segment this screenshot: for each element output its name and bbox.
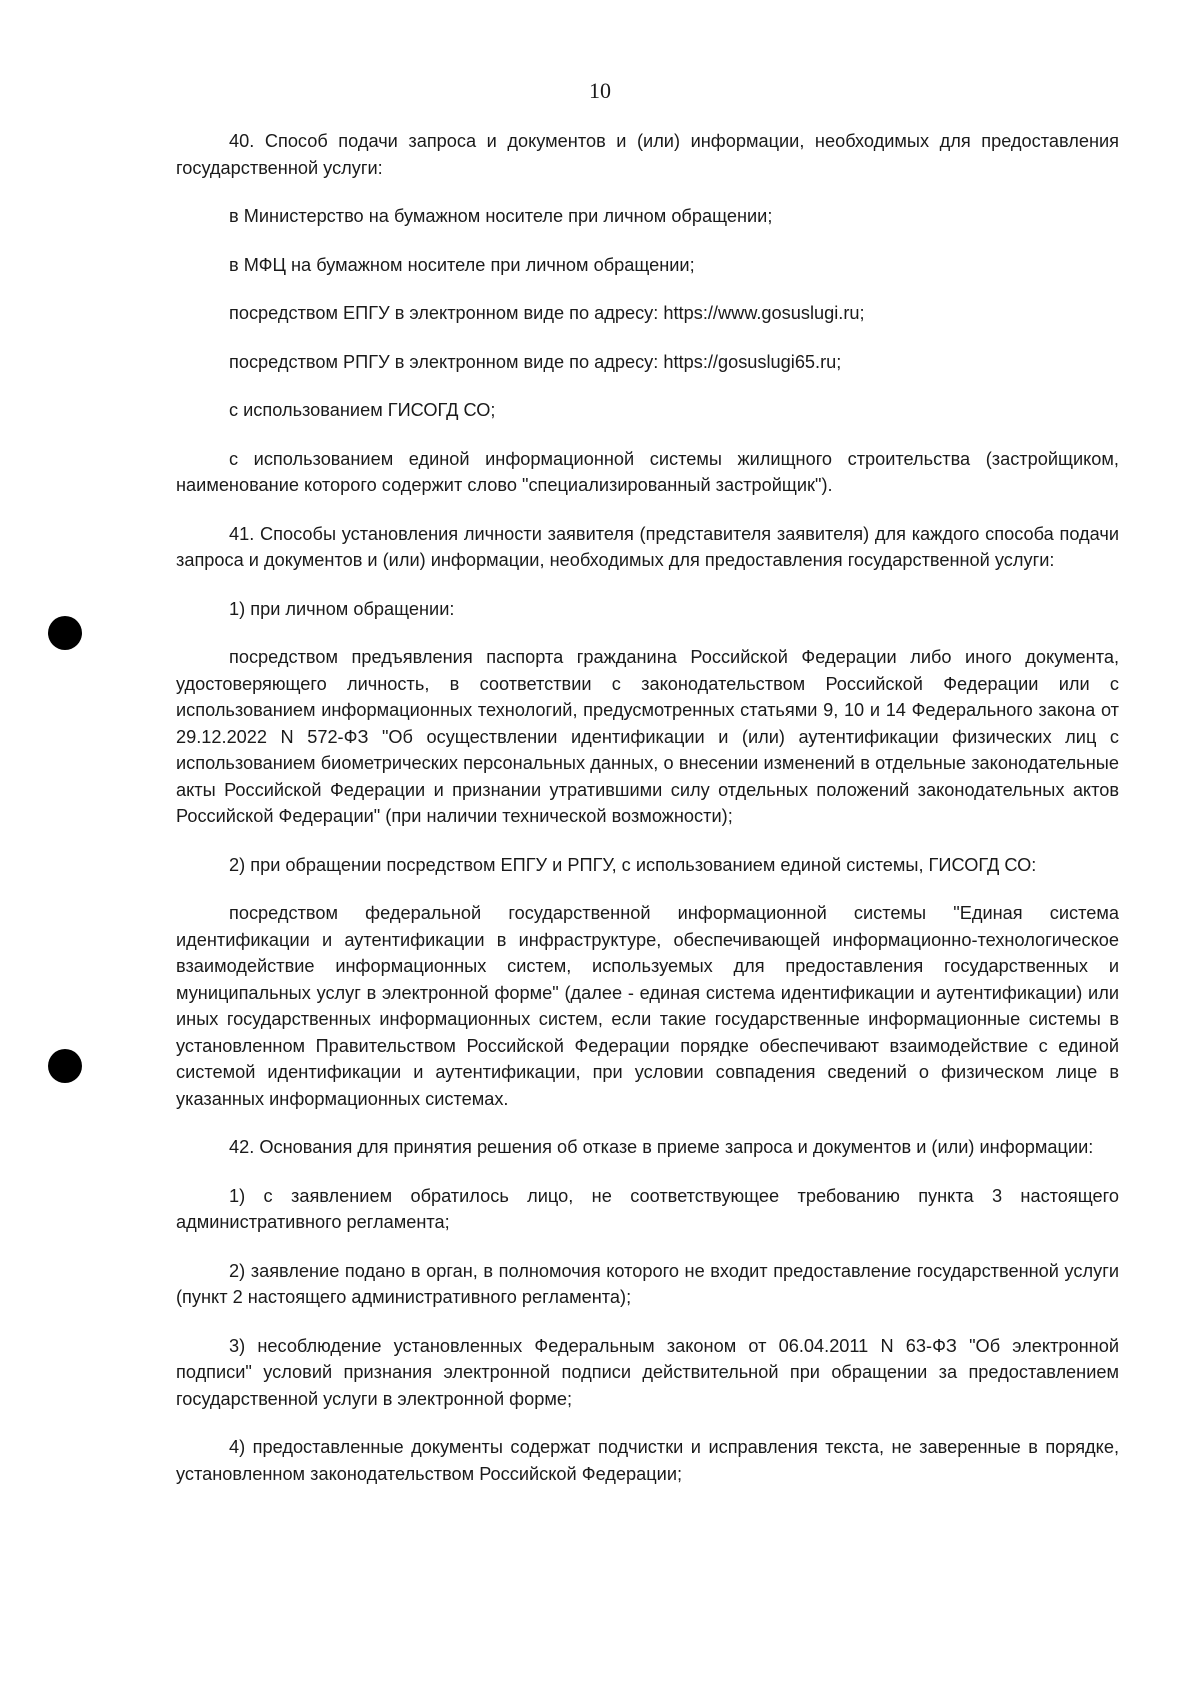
list-item: в Министерство на бумажном носителе при личном обращении; <box>229 206 773 226</box>
list-item: посредством РПГУ в электронном виде по адресу: https://gosuslugi65.ru; <box>229 351 842 372</box>
page-number: 10 <box>589 78 611 103</box>
list-item: 1) с заявлением обратилось лицо, не соответствующее требованию пункта 3 настоящего административного регламента; <box>176 1185 1119 1232</box>
sub-item-heading: 2) при обращении посредством ЕПГУ и РПГУ, с использованием единой системы, ГИСОГД СО: <box>229 854 1037 875</box>
punch-hole-mark <box>48 616 82 650</box>
list-item: 4) предоставленные документы содержат подчистки и исправления текста, не заверенные в порядке, установленном законодательством Российской Федерации; <box>176 1437 1119 1484</box>
paragraph-41: 41. Способы установления личности заявителя (представителя заявителя) для каждого способа подачи запроса и документов и (или) информации, необходимых для предоставления государственной услуги: <box>176 523 1119 570</box>
paragraph-text: посредством предъявления паспорта гражданина Российской Федерации либо иного документа, удостоверяющего личность, в соответствии с законодательством Российской Федерации или с использованием информационных технологий, предусмотренных статьями 9, 10 и 14 Федерального закона от 29.12.2022 N 572-ФЗ "Об осуществлении идентификации и (или) аутентификации физических лиц с использованием биометрических персональных данных, о внесении изменений в отдельные законодательные акты Российской Федерации и признании утратившими силу отдельных положений законодательных актов Российской Федерации" (при наличии технической возможности); <box>176 647 1119 826</box>
document-body <box>176 128 1119 1487</box>
list-item: 3) несоблюдение установленных Федеральным законом от 06.04.2011 N 63-ФЗ "Об электронной подписи" условий признания электронной подписи действительной при обращении за предоставлением государственной услуги в электронной форме; <box>176 1335 1119 1409</box>
list-item: в МФЦ на бумажном носителе при личном обращении; <box>229 254 695 275</box>
list-item: посредством ЕПГУ в электронном виде по адресу: https://www.gosuslugi.ru; <box>229 303 865 323</box>
list-item: с использованием ГИСОГД СО; <box>229 400 496 420</box>
punch-hole-mark <box>48 1049 82 1083</box>
paragraph-text: посредством федеральной государственной информационной системы "Единая система идентификации и аутентификации в инфраструктуре, обеспечивающей информационно-технологическое взаимодействие информационных систем, используемых для предоставления государственных и муниципальных услуг в электронной форме" (далее - единая система идентификации и аутентификации) или иных государственных информационных систем, если такие государственные информационные системы в установленном Правительством Российской Федерации порядке обеспечивают взаимодействие с единой системой идентификации и аутентификации, при условии совпадения сведений о физическом лице в указанных информационных системах. <box>176 903 1119 1109</box>
list-item: с использованием единой информационной системы жилищного строительства (застройщиком, наименование которого содержит слово "специализированный застройщик"). <box>176 448 1119 495</box>
list-item: 2) заявление подано в орган, в полномочия которого не входит предоставление государственной услуги (пункт 2 настоящего административного регламента); <box>176 1260 1119 1307</box>
paragraph-40: 40. Способ подачи запроса и документов и (или) информации, необходимых для предоставления государственной услуги: <box>176 131 1119 178</box>
paragraph-42: 42. Основания для принятия решения об отказе в приеме запроса и документов и (или) информации: <box>229 1137 1094 1157</box>
sub-item-heading: 1) при личном обращении: <box>229 598 455 619</box>
